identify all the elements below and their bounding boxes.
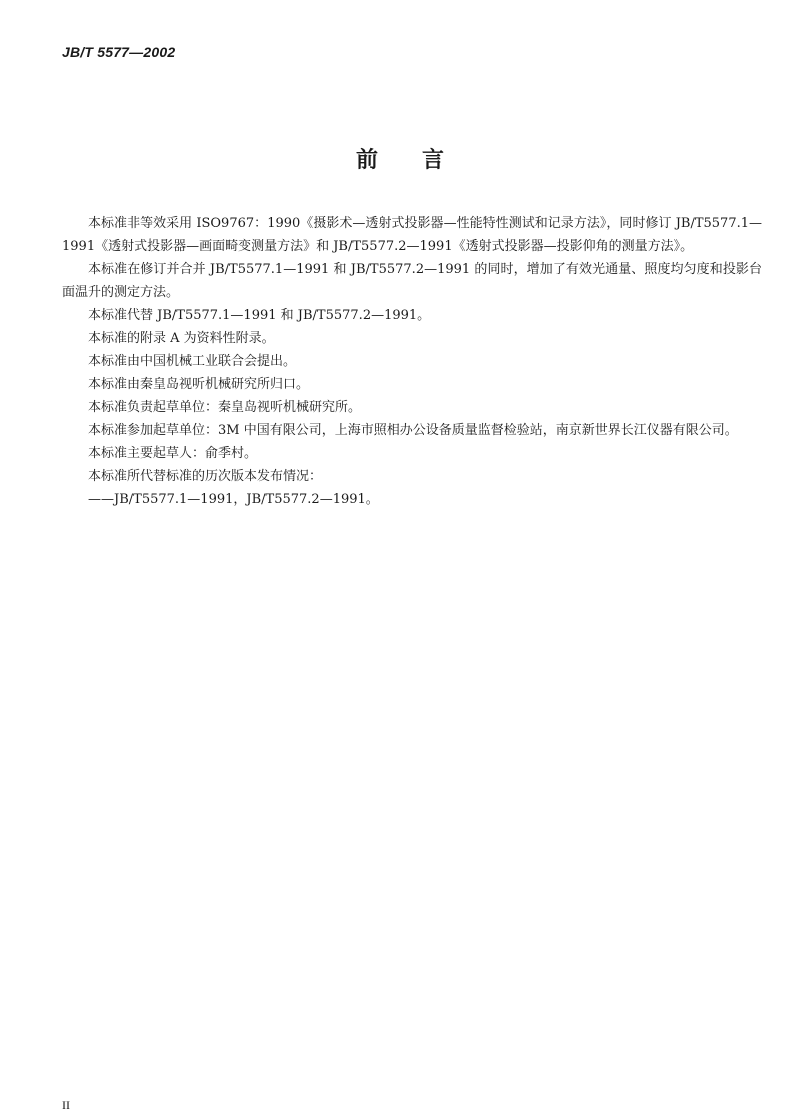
paragraph-replaces: 本标准代替 JB/T5577.1—1991 和 JB/T5577.2—1991。 xyxy=(88,308,431,323)
paragraph-participating-drafters: 本标准参加起草单位：3M 中国有限公司，上海市照相办公设备质量监督检验站，南京新世界长江仪器有限公司。 xyxy=(88,423,738,438)
paragraph-appendix: 本标准的附录 A 为资料性附录。 xyxy=(88,331,275,346)
paragraph-managed-by: 本标准由秦皇岛视听机械研究所归口。 xyxy=(88,377,310,392)
page-number: II xyxy=(62,1098,70,1112)
paragraph-version-history: ——JB/T5577.1—1991，JB/T5577.2—1991。 xyxy=(88,492,379,507)
paragraph-main-drafter: 本标准主要起草人：俞季村。 xyxy=(88,446,258,461)
paragraph-lead-drafter: 本标准负责起草单位：秦皇岛视听机械研究所。 xyxy=(88,400,362,415)
foreword-body xyxy=(62,212,762,511)
page-title: 前言 xyxy=(355,148,488,173)
paragraph-adoption: 本标准非等效采用 ISO9767：1990《摄影术—透射式投影器—性能特性测试和记录方法》，同时修订 JB/T5577.1—1991《透射式投影器—画面畸变测量方法》和 JB/T5577.2—1991《透射式投影器—投影仰角的测量方法》。 xyxy=(62,216,762,254)
document-code-header: JB/T 5577—2002 xyxy=(62,44,176,60)
paragraph-version-history-intro: 本标准所代替标准的历次版本发布情况： xyxy=(88,469,323,484)
paragraph-proposed-by: 本标准由中国机械工业联合会提出。 xyxy=(88,354,297,369)
paragraph-revision: 本标准在修订并合并 JB/T5577.1—1991 和 JB/T5577.2—1991 的同时，增加了有效光通量、照度均匀度和投影台面温升的测定方法。 xyxy=(62,262,762,300)
